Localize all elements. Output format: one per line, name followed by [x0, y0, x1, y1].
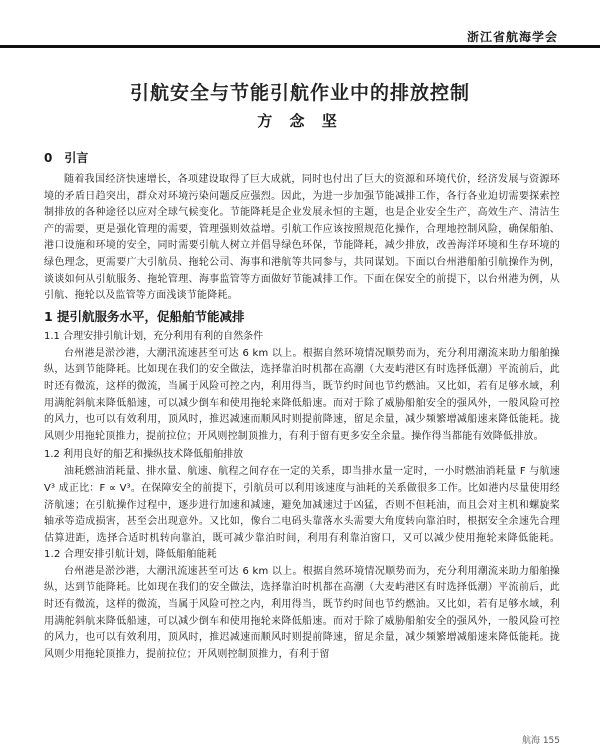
subsection-1-2-paragraph: 油耗燃油消耗量、排水量、航速、航程之间存在一定的关系，即当排水量一定时，一小时燃油消耗量 F 与航速 V³ 成正比：F ∝ V³。在保障安全的前提下，引航员可以利用该速度与油耗的关系做很多工作。比如港内尽量使用经济航速；在引航操作过程中，逐步进行加速和减速，避免加减速过于凶猛，否则不但耗油，而且会对主机和螺旋桨轴承等造成损害，甚至会出现意外。又比如，像台二电码头靠落水头需要大角度转向靠泊时，根据安全余速先合理估算进距，选择合适时机转向靠泊，既可减少靠泊时间，利用有利靠泊窗口，又可以减少使用拖轮来降低能耗。1.2 合理安排引航计划，降低船舶能耗	[44, 466, 560, 561]
journal-name: 浙江省航海学会	[466, 30, 558, 44]
page-number: 航海 155	[521, 736, 560, 746]
subsection-1-1-paragraph: 台州港是淤沙港，大潮汛流速甚至可达 6 km 以上。根据自然环境情况顺势而为，充分利用潮流来助力船舶操纵，达到节能降耗。比如现在我们的安全做法，选择靠泊时机都在高潮（大麦屿港区有时选择低潮）平流前后，此时还有微流，这样的微流，当属于风险可控之内，利用得当，既节约时间也节约燃油。又比如，若有足够水域，利用满舵斜航来降低船速，可以减少倒车和使用拖轮来降低船速。而对于除了威胁船舶安全的强风外，一般风险可控的风力，也可以有效利用，顶风时，推迟减速而顺风时则提前降速，留足余量，减少频繁增减船速来降低能耗。拢风则少用拖轮顶推力，提前拉位；开风则控制顶推力，有利于留有更多安全余量。操作得当都能有效降低排放。	[44, 347, 560, 442]
article-title: 引航安全与节能引航作业中的排放控制	[129, 82, 470, 104]
article-author: 方 念 坚	[257, 112, 343, 130]
page-header	[0, 0, 600, 52]
section-1-heading: 1 提引航服务水平，促船舶节能减排	[44, 308, 245, 324]
intro-heading: 0 引言	[44, 151, 89, 165]
article-body	[44, 150, 560, 663]
header-rule	[0, 45, 600, 48]
subsection-1-2-heading: 1.2 利用良好的船艺和操纵技术降低船舶排放	[44, 449, 244, 461]
intro-paragraph: 随着我国经济快速增长，各项建设取得了巨大成就，同时也付出了巨大的资源和环境代价，经济发展与资源环境的矛盾日趋突出，群众对环境污染问题反应强烈。因此，为进一步加强节能减排工作，各行各业迫切需要探索控制排放的各种途径以应对全球气候变化。节能降耗是企业发展永恒的主题，也是企业安全生产，高效生产、清洁生产的需要，更是强化管理的需要，管理强则效益增。引航工作应该按照规范化操作，合理地控制风险，确保船舶、港口设施和环境的安全，同时需要引航人树立并倡导绿色环保，节能降耗，减少排放，改善海洋环境和生存环境的绿色理念，更需要广大引航员、拖轮公司、海事和港航等共同参与，共同谋划。下面以台州港船舶引航操作为例，谈谈如何从引航服务、拖轮管理、海事监管等方面做好节能减排工作。下面在保安全的前提下，以台州港为例，从引航、拖轮以及监管等方面浅谈节能降耗。	[44, 174, 560, 302]
subsection-1-1-heading: 1.1 合理安排引航计划，充分利用有利的自然条件	[44, 330, 264, 342]
repeated-paragraph: 台州港是淤沙港，大潮汛流速甚至可达 6 km 以上。根据自然环境情况顺势而为，充分利用潮流来助力船舶操纵，达到节能降耗。比如现在我们的安全做法，选择靠泊时机都在高潮（大麦屿港区有时选择低潮）平流前后，此时还有微流，这样的微流，当属于风险可控之内，利用得当，既节约时间也节约燃油。又比如，若有足够水域，利用满舵斜航来降低船速，可以减少倒车和使用拖轮来降低船速。而对于除了威胁船舶安全的强风外，一般风险可控的风力，也可以有效利用，顶风时，推迟减速而顺风时则提前降速，留足余量，减少频繁增减船速来降低能耗。拢风则少用拖轮顶推力，提前拉位；开风则控制顶推力，有利于留	[44, 565, 560, 660]
